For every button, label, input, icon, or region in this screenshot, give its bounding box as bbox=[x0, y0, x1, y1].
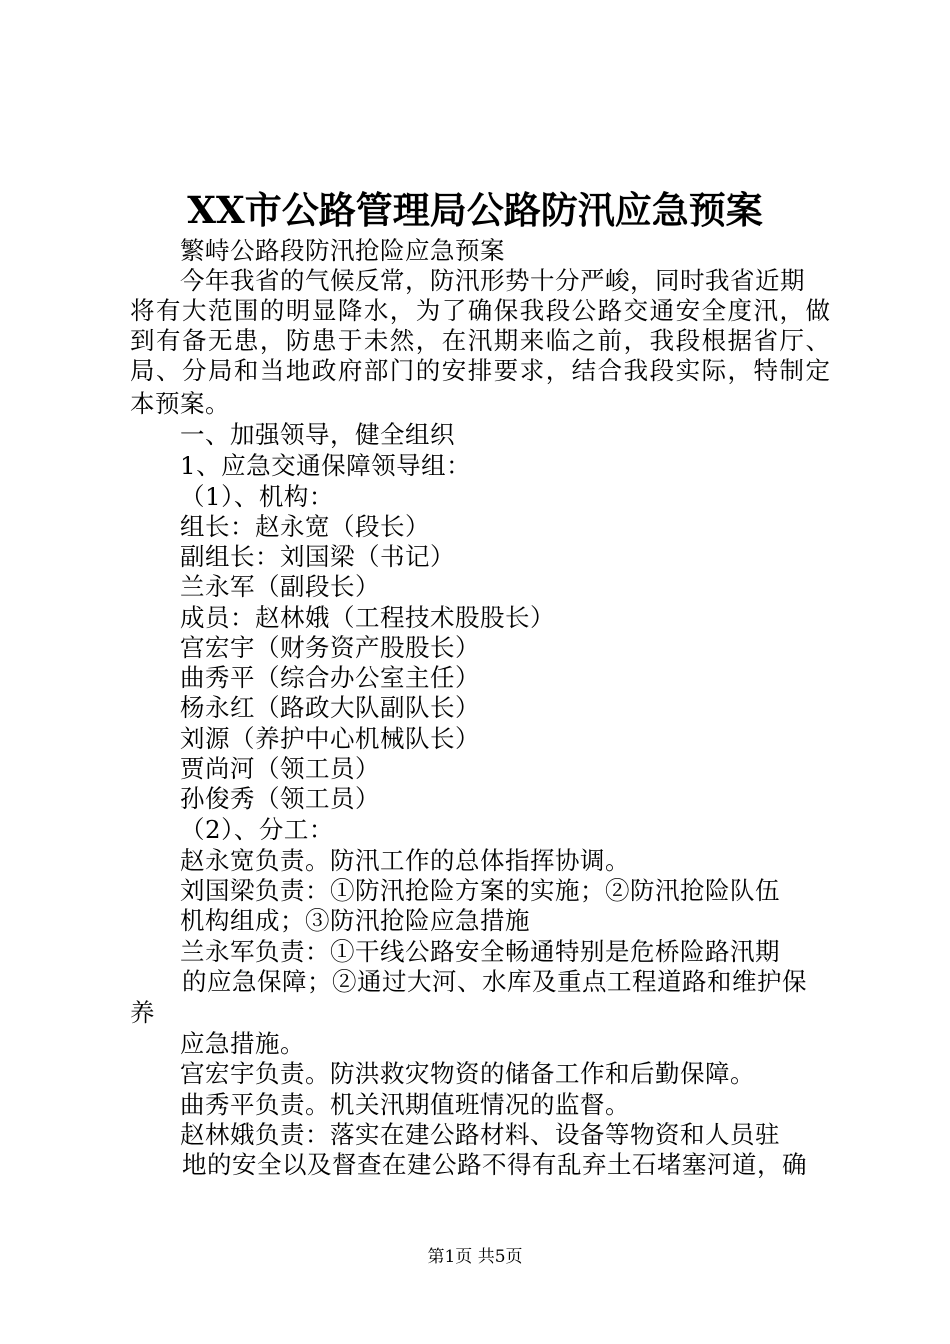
body-line: 兰永军负责：①干线公路安全畅通特别是危桥险路汛期 bbox=[180, 937, 780, 966]
page-footer: 第1页 共5页 bbox=[427, 1247, 523, 1267]
body-line: 成员：赵林娥（工程技术股股长） bbox=[180, 603, 555, 632]
body-line: 杨永红（路政大队副队长） bbox=[180, 693, 480, 722]
body-line: 赵林娥负责：落实在建公路材料、设备等物资和人员驻 bbox=[180, 1120, 780, 1149]
body-line: 应急措施。 bbox=[180, 1029, 305, 1058]
body-line: 兰永军（副段长） bbox=[180, 572, 380, 601]
body-line: 将有大范围的明显降水，为了确保我段公路交通安全度汛，做 bbox=[130, 296, 830, 325]
body-line: 曲秀平负责。机关汛期值班情况的监督。 bbox=[180, 1090, 630, 1119]
body-line: 赵永宽负责。防汛工作的总体指挥协调。 bbox=[180, 846, 630, 875]
document-title: XX市公路管理局公路防汛应急预案 bbox=[187, 188, 763, 232]
body-line: 组长：赵永宽（段长） bbox=[180, 512, 430, 541]
body-line: （2）、分工： bbox=[180, 815, 334, 844]
section-heading: 一、加强领导，健全组织 bbox=[180, 420, 455, 449]
body-line: 今年我省的气候反常，防汛形势十分严峻，同时我省近期 bbox=[180, 266, 805, 295]
body-line: 地的安全以及督查在建公路不得有乱弃土石堵塞河道，确 bbox=[182, 1150, 807, 1179]
body-line: 孙俊秀（领工员） bbox=[180, 784, 380, 813]
body-line: 到有备无患，防患于未然，在汛期来临之前，我段根据省厅、 bbox=[130, 326, 830, 355]
body-line: 刘国梁负责：①防汛抢险方案的实施；②防汛抢险队伍 bbox=[180, 876, 780, 905]
body-line: 局、分局和当地政府部门的安排要求，结合我段实际，特制定 bbox=[130, 356, 830, 385]
subsection-heading: 1、应急交通保障领导组： bbox=[180, 451, 472, 480]
body-line: 曲秀平（综合办公室主任） bbox=[180, 663, 480, 692]
body-line: 副组长：刘国梁（书记） bbox=[180, 542, 455, 571]
subtitle-line: 繁峙公路段防汛抢险应急预案 bbox=[180, 236, 505, 265]
body-line: （1）、机构： bbox=[180, 482, 334, 511]
body-line: 贾尚河（领工员） bbox=[180, 754, 380, 783]
body-line: 机构组成；③防汛抢险应急措施 bbox=[180, 906, 530, 935]
body-line: 的应急保障；②通过大河、水库及重点工程道路和维护保 bbox=[182, 967, 807, 996]
body-line: 本预案。 bbox=[130, 389, 230, 418]
body-line: 宫宏宇负责。防洪救灾物资的储备工作和后勤保障。 bbox=[180, 1059, 755, 1088]
body-line: 宫宏宇（财务资产股股长） bbox=[180, 633, 480, 662]
body-line: 刘源（养护中心机械队长） bbox=[180, 724, 480, 753]
body-line: 养 bbox=[130, 998, 155, 1027]
